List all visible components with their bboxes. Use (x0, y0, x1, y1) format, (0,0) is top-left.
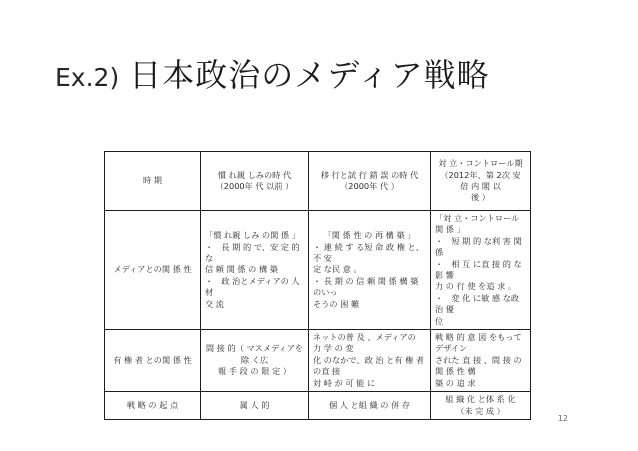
table-header-row (105, 152, 531, 211)
cell-origin-familiar: 属 人 的 (201, 392, 309, 420)
cell-voter-confrontation: 戦 略 的 意 図 をもって デザイン された 直 接 、間 接 の関 係 性 構 築 の 追 求 (431, 330, 531, 392)
cell-origin-confrontation: 組 織 化 と体 系 化 （未 完 成 ） (431, 392, 531, 420)
header-confrontation-era: 対 立・コントロール期 （2012年、第 2次 安 倍 内 閣 以 後 ） (431, 152, 531, 211)
header-transition-era: 移 行と試 行 錯 誤 の時 代 （2000年 代 ） (309, 152, 431, 211)
row-label-voter-relations: 有 権 者 との関 係 性 (105, 330, 201, 392)
table-row-voter-relations (105, 330, 531, 392)
table-row-media-relations (105, 211, 531, 330)
cell-media-confrontation: 「対 立・コントロール 関 係 」 ・ 短 期 的 な利 害 関 係 ・ 相 互 に直 接 的 な影 響 力 の 行 使 を追 求 。 ・ 変 化 に敏 感 な政 治 優 位 (431, 211, 531, 330)
header-period: 時 期 (105, 152, 201, 211)
cell-voter-familiar: 間 接 的（ マスメディアを 除 く広 報 手 段 の 限 定 ） (201, 330, 309, 392)
cell-media-familiar: 「慣 れ親 しみ の関 係 」 ・ 長 期 的 で、安 定 的 な 信 頼 関 係 の 構 築 ・ 政 治とメディアの 人 材 交 流 (201, 211, 309, 330)
page-number: 12 (557, 414, 568, 423)
comparison-table (104, 151, 531, 420)
row-label-strategy-origin: 戦 略 の 起 点 (105, 392, 201, 420)
title-text: 日本政治のメディア戦略 (129, 56, 490, 94)
slide-title (55, 50, 490, 100)
cell-voter-transition: ネットの普 及 、メディアの 力 学 の 変 化 のなかで、政 治 と有 権 者 の直 接 対 峙 が 可 能 に (309, 330, 431, 392)
row-label-media-relations: メディアとの関 係 性 (105, 211, 201, 330)
table-row-strategy-origin (105, 392, 531, 420)
header-familiar-era: 慣 れ親 しみの時 代 （2000年 代 以前 ） (201, 152, 309, 211)
cell-media-transition: 「関 係 性 の 再 構 築 」 ・ 連 続 す る短 命 政 権 と、不 安 定 な民 意 。 ・ 長 期 の 信 頼 関 係 構 築 のいっ そうの 困 難 (309, 211, 431, 330)
title-prefix: Ex.2) (55, 63, 120, 92)
cell-origin-transition: 個 人 と組 織 の 併 存 (309, 392, 431, 420)
